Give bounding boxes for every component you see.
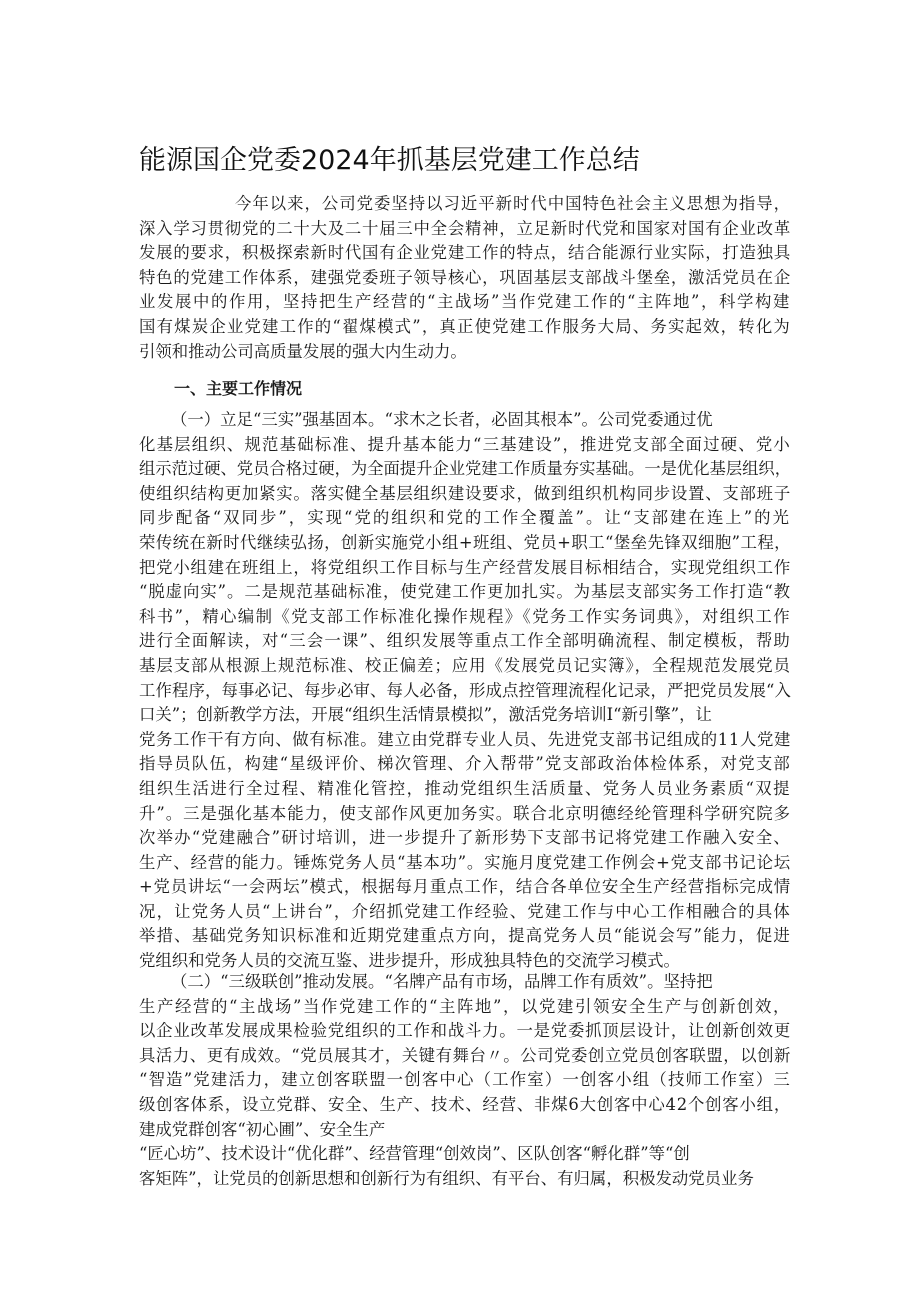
paragraph-line: 化基层组织、规范基础标准、提升基本能力“三基建设”，推进党支部全面过硬、党小 xyxy=(139,434,792,454)
paragraph-line: 特色的党建工作体系，建强党委班子领导核心，巩固基层支部战斗堡垒，激活党员在企 xyxy=(139,267,791,287)
paragraph-line: 组示范过硬、党员合格过硬，为全面提升企业党建工作质量夯实基础。一是优化基层组织， xyxy=(139,459,792,479)
paragraph-line: 生产经营的“主战场”当作党建工作的“主阵地”，以党建引领安全生产与创新创效， xyxy=(139,996,792,1016)
paragraph-line: 深入学习贯彻党的二十大及二十届三中全会精神，立足新时代党和国家对国有企业改革 xyxy=(139,218,791,238)
paragraph-line: 建成党群创客“初心圃”、安全生产 xyxy=(139,1119,386,1139)
paragraph-line: 今年以来，公司党委坚持以习近平新时代中国特色社会主义思想为指导， xyxy=(235,194,791,213)
paragraph-line: 指导员队伍，构建“星级评价、梯次管理、介入帮带”党支部政治体检体系，对党支部 xyxy=(139,754,792,774)
paragraph-line: 客矩阵”，让党员的创新思想和创新行为有组织、有平台、有归属，积极发动党员业务 xyxy=(139,1168,754,1188)
paragraph-line: 同步配备“双同步”，实现“党的组织和党的工作全覆盖”。让“支部建在连上”的光 xyxy=(139,508,791,528)
paragraph-line: 引领和推动公司高质量发展的强大内生动力。 xyxy=(139,341,467,361)
section-heading: 一、主要工作情况 xyxy=(174,379,303,398)
paragraph-line: 进行全面解读，对“三会一课”、组织发展等重点工作全部明确流程、制定模板，帮助 xyxy=(139,631,792,651)
paragraph-line: 发展的要求，积极探索新时代国有企业党建工作的特点，结合能源行业实际，打造独具 xyxy=(139,243,791,263)
paragraph-line: 口关”；创新教学方法，开展“组织生活情景模拟”，激活党务培训I“新引擎”，让 xyxy=(139,705,712,725)
paragraph-line: “脱虚向实”。二是规范基础标准，使党建工作更加扎实。为基层支部实务工作打造“教 xyxy=(139,582,792,602)
paragraph-line: 党组织和党务人员的交流互鉴、进步提升，形成独具特色的交流学习模式。 xyxy=(139,951,680,971)
paragraph-line: 组织生活进行全过程、精准化管控，推动党组织生活质量、党务人员业务素质“双提 xyxy=(139,778,791,798)
paragraph-line: “智造”党建活力，建立创客联盟一创客中心（工作室）一创客小组（技师工作室）三 xyxy=(139,1070,792,1090)
paragraph-line: 具活力、更有成效。“党员展其才，关键有舞台〃。公司党委创立党员创客联盟，以创新 xyxy=(139,1045,791,1065)
paragraph-line: +党员讲坛“一会两坛”模式，根据每月重点工作，结合各单位安全生产经营指标完成情 xyxy=(139,877,791,897)
section-2-paragraph xyxy=(139,970,791,1191)
paragraph-line: 举措、基础党务知识标准和近期党建重点方向，提高党务人员“能说会写”能力，促进 xyxy=(139,926,792,946)
paragraph-line: 次举办“党建融合”研讨培训，进一步提升了新形势下支部书记将党建工作融入安全、 xyxy=(139,828,792,848)
paragraph-line: 荣传统在新时代继续弘扬，创新实施党小组+班组、党员+职工“堡垒先锋双细胞”工程， xyxy=(139,532,792,552)
paragraph-line: 业发展中的作用，坚持把生产经营的“主战场”当作党建工作的“主阵地”，科学构建 xyxy=(139,292,792,312)
paragraph-line: 工作程序，每事必记、每步必审、每人必备，形成点控管理流程化记录，严把党员发展“入 xyxy=(139,680,791,700)
paragraph-line: 把党小组建在班组上，将党组织工作目标与生产经营发展目标相结合，实现党组织工作 xyxy=(139,557,791,577)
paragraph-line: 国有煤炭企业党建工作的“翟煤模式”，真正使党建工作服务大局、务实起效，转化为 xyxy=(139,316,792,336)
intro-paragraph xyxy=(139,192,791,364)
paragraph-line: 级创客体系，设立党群、安全、生产、技术、经营、非煤6大创客中心42个创客小组， xyxy=(139,1094,791,1114)
paragraph-line: “匠心坊”、技术设计“优化群”、经营管理“创效岗”、区队创客“孵化群”等“创 xyxy=(139,1144,690,1164)
paragraph-line: 以企业改革发展成果检验党组织的工作和战斗力。一是党委抓顶层设计，让创新创效更 xyxy=(139,1021,791,1041)
paragraph-line: 党务工作干有方向、做有标准。建立由党群专业人员、先进党支部书记组成的11人党建 xyxy=(139,729,791,749)
paragraph-line: 基层支部从根源上规范标准、校正偏差；应用《发展党员记实簿》，全程规范发展党员 xyxy=(139,655,791,675)
paragraph-line: 升”。三是强化基本能力，使支部作风更加务实。联合北京明德经纶管理科学研究院多 xyxy=(139,803,791,823)
section-1-paragraph xyxy=(139,408,791,974)
paragraph-line: （一）立足“三实”强基固本。“求木之长者，必固其根本”。公司党委通过优 xyxy=(171,410,713,429)
paragraph-line: 生产、经营的能力。锤炼党务人员“基本功”。实施月度党建工作例会+党支部书记论坛 xyxy=(139,852,791,872)
paragraph-line: （二）“三级联创”推动发展。“名牌产品有市场，品牌工作有质效”。坚持把 xyxy=(171,972,713,991)
document-title: 能源国企党委2024年抓基层党建工作总结 xyxy=(139,145,640,176)
paragraph-line: 使组织结构更加紧实。落实健全基层组织建设要求，做到组织机构同步设置、支部班子 xyxy=(139,483,791,503)
paragraph-line: 科书”，精心编制《党支部工作标准化操作规程》《党务工作实务词典》，对组织工作 xyxy=(139,606,792,626)
paragraph-line: 况，让党务人员“上讲台”，介绍抓党建工作经验、党建工作与中心工作相融合的具体 xyxy=(139,901,792,921)
